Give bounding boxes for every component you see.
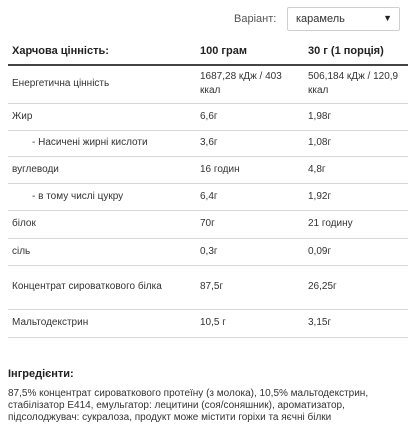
header-per-serving: 30 г (1 порція): [304, 41, 408, 65]
nutrient-per-serving: 1,98г: [304, 103, 408, 130]
nutrient-per-100g: 16 годин: [196, 156, 304, 183]
nutrient-name: - Насичені жирні кислоти: [8, 130, 196, 156]
table-row: [8, 103, 408, 130]
nutrient-name: сіль: [8, 238, 196, 265]
header-nutrition-value: Харчова цінність:: [8, 41, 196, 65]
nutrient-per-100g: 1687,28 кДж / 403 ккал: [196, 65, 304, 103]
ingredients-section: [8, 368, 408, 424]
table-row: [8, 265, 408, 309]
nutrient-per-100g: 70г: [196, 210, 304, 238]
nutrient-name: вуглеводи: [8, 156, 196, 183]
nutrient-per-100g: 6,4г: [196, 183, 304, 210]
nutrition-table-header: [8, 41, 408, 65]
nutrient-per-serving: 21 годину: [304, 210, 408, 238]
header-per-100g: 100 грам: [196, 41, 304, 65]
nutrient-per-serving: 4,8г: [304, 156, 408, 183]
nutrient-name: Енергетична цінність: [8, 65, 196, 103]
nutrient-per-serving: 506,184 кДж / 120,9 ккал: [304, 65, 408, 103]
variant-selected-value: карамель: [296, 13, 345, 25]
nutrient-per-100g: 3,6г: [196, 130, 304, 156]
nutrient-name: білок: [8, 210, 196, 238]
nutrient-name: Жир: [8, 103, 196, 130]
table-row: [8, 238, 408, 265]
nutrient-per-serving: 26,25г: [304, 265, 408, 309]
nutrient-name: - в тому числі цукру: [8, 183, 196, 210]
nutrient-per-serving: 0,09г: [304, 238, 408, 265]
variant-select[interactable]: [287, 7, 400, 31]
ingredients-text: 87,5% концентрат сироваткового протеїну (з молока), 10,5% мальтодекстрин, стабілізатор Е414, емульгатор: лецитини (соя/соняшник), ароматизатор, підсолоджувач: сукралоза, продукт може містити горіхи та яєчні білки: [8, 388, 369, 423]
dropdown-triangle-icon: ▼: [383, 13, 392, 23]
table-row: [8, 130, 408, 156]
nutrient-per-100g: 10,5 г: [196, 309, 304, 337]
nutrient-per-serving: 3,15г: [304, 309, 408, 337]
nutrient-per-100g: 6,6г: [196, 103, 304, 130]
table-row: [8, 65, 408, 103]
variant-label: Варіант:: [234, 13, 277, 25]
nutrient-name: Концентрат сироваткового білка: [8, 265, 196, 309]
nutrient-per-100g: 87,5г: [196, 265, 304, 309]
variant-row: [0, 7, 415, 33]
nutrient-per-serving: 1,92г: [304, 183, 408, 210]
table-row: [8, 309, 408, 337]
ingredients-title: Інгредієнти:: [8, 368, 74, 380]
nutrient-per-100g: 0,3г: [196, 238, 304, 265]
table-row: [8, 183, 408, 210]
nutrition-table: [8, 41, 408, 338]
nutrient-per-serving: 1,08г: [304, 130, 408, 156]
table-row: [8, 210, 408, 238]
table-row: [8, 156, 408, 183]
nutrient-name: Мальтодекстрин: [8, 309, 196, 337]
